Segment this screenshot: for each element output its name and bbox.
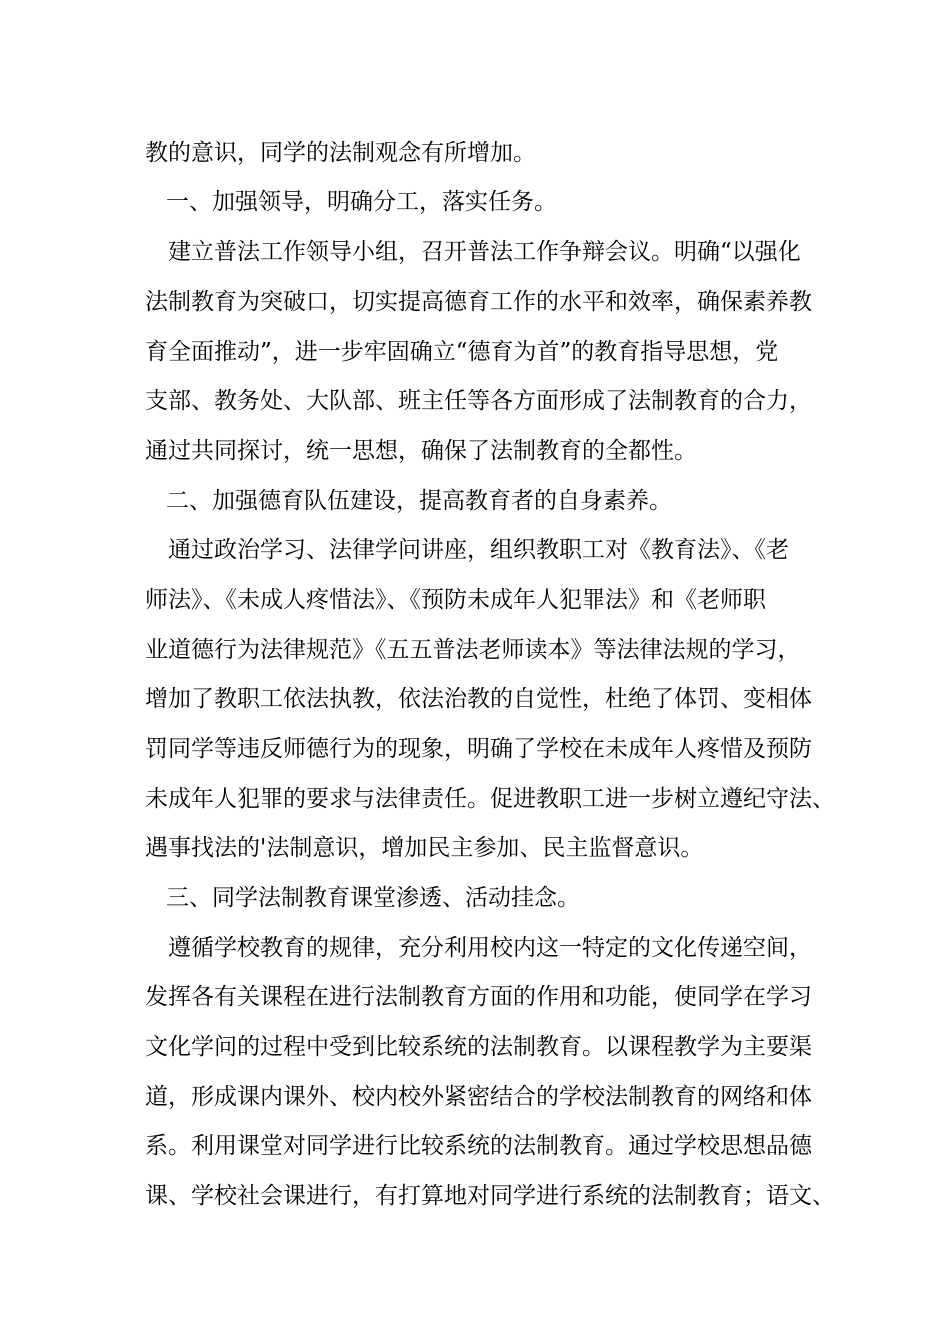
text-line: 文化学问的过程中受到比较系统的法制教育。以课程教学为主要渠 <box>145 1034 812 1060</box>
text-line: 育全面推动”，进一步牢固确立“德育为首”的教育指导思想，党 <box>145 339 779 365</box>
section-heading: 一、加强领导，明确分工，落实任务。 <box>166 189 557 215</box>
text-line: 业道德行为法律规范》《五五普法老师读本》等法律法规的学习， <box>145 637 801 663</box>
text-line: 课、学校社会课进行，有打算地对同学进行系统的法制教育；语文、 <box>145 1183 835 1209</box>
text-line: 遇事找法的'法制意识，增加民主参加、民主监督意识。 <box>145 835 704 861</box>
section-heading: 三、同学法制教育课堂渗透、活动挂念。 <box>166 885 580 911</box>
text-line: 遵循学校教育的规律，充分利用校内这一特定的文化传递空间， <box>168 935 812 961</box>
text-line: 建立普法工作领导小组，召开普法工作争辩会议。明确“以强化 <box>168 239 801 265</box>
text-line: 通过政治学习、法律学问讲座，组织教职工对《教育法》、《老 <box>168 537 789 563</box>
text-line: 法制教育为突破口，切实提高德育工作的水平和效率，确保素养教 <box>145 289 812 315</box>
text-line: 罚同学等违反师德行为的现象，明确了学校在未成年人疼惜及预防 <box>145 736 812 762</box>
text-line: 发挥各有关课程在进行法制教育方面的作用和功能，使同学在学习 <box>145 984 812 1010</box>
text-line: 未成年人犯罪的要求与法律责任。促进教职工进一步树立遵纪守法、 <box>145 786 835 812</box>
text-line: 教的意识，同学的法制观念有所增加。 <box>145 140 536 166</box>
text-line: 道，形成课内课外、校内校外紧密结合的学校法制教育的网络和体 <box>145 1084 812 1110</box>
text-line: 支部、教务处、大队部、班主任等各方面形成了法制教育的合力， <box>145 388 812 414</box>
section-heading: 二、加强德育队伍建设，提高教育者的自身素养。 <box>166 488 672 514</box>
text-line: 师法》、《未成人疼惜法》、《预防未成年人犯罪法》和《老师职 <box>145 587 766 613</box>
text-line: 系。利用课堂对同学进行比较系统的法制教育。通过学校思想品德 <box>145 1133 812 1159</box>
text-line: 通过共同探讨，统一思想，确保了法制教育的全都性。 <box>145 438 697 464</box>
text-line: 增加了教职工依法执教，依法治教的自觉性，杜绝了体罚、变相体 <box>145 686 812 712</box>
